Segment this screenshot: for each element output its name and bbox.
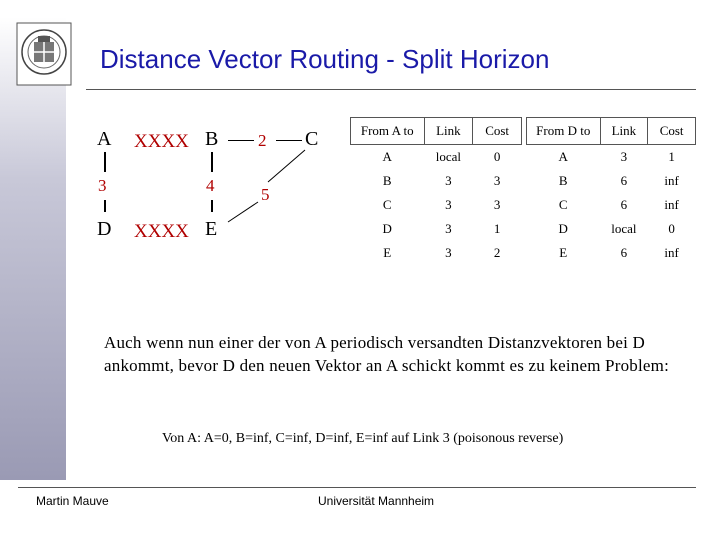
column-header: Cost [473,118,522,145]
blocked-link-ab: XXXX [134,131,189,152]
link-cost-ce: 5 [261,185,270,204]
table-cell: E [559,245,568,260]
poisoned-vector-note: Von A: A=0, B=inf, C=inf, D=inf, E=inf auf Link 3 (poisonous reverse) [162,431,564,446]
table-row [351,193,522,217]
link-line-3-d [104,200,106,212]
table-cell: E [383,245,392,260]
table-cell: 6 [620,197,628,212]
column-header: From A to [351,118,425,145]
column-header: From D to [527,118,601,145]
column-header: Cost [648,118,696,145]
table-cell: local [435,149,461,164]
node-a: A [97,128,112,150]
title-divider [86,89,696,90]
table-cell: 3 [445,197,452,212]
routing-table-d [526,117,696,265]
table-cell: 0 [493,149,501,164]
table-cell: inf [664,245,679,260]
sidebar-gradient [0,17,66,480]
table-row [527,193,696,217]
table-cell: 3 [493,173,501,188]
column-header: Link [600,118,648,145]
table-row [351,217,522,241]
table-cell: A [558,149,568,164]
explanation-paragraph: Auch wenn nun einer der von A periodisch versandten Distanzvektoren bei D ankommt, bevor D den neuen Vektor an A schickt kommt es zu keinem Problem: [104,333,669,375]
link-cost-bc: 2 [258,131,267,150]
link-line-b-4 [211,152,213,172]
link-cost-be: 4 [206,176,215,195]
table-row [527,241,696,265]
node-b: B [205,128,219,150]
table-header [527,118,696,145]
table-cell: local [611,221,637,236]
link-cost-ad: 3 [98,176,107,195]
table-header [351,118,522,145]
footer-author: Martin Mauve [36,494,109,508]
table-cell: inf [664,173,679,188]
node-d: D [97,218,112,240]
footer-institution: Universität Mannheim [318,494,435,508]
table-cell: A [382,149,392,164]
table-cell: 6 [620,173,628,188]
table-row [527,145,696,170]
table-cell: inf [664,197,679,212]
link-line-4-e [211,200,213,212]
table-row [351,169,522,193]
table-row [527,169,696,193]
node-e: E [205,218,218,240]
table-cell: D [558,221,568,236]
table-cell: 6 [620,245,628,260]
routing-table-a [350,117,522,265]
table-cell: C [558,197,568,212]
diagonal-link-ce [220,140,320,230]
table-cell: C [382,197,392,212]
blocked-link-de: XXXX [134,221,189,242]
table-cell: B [558,173,568,188]
link-line-a-3 [104,152,106,172]
table-cell: 0 [668,221,675,236]
table-cell: 3 [445,173,452,188]
column-header: Link [424,118,473,145]
table-row [351,145,522,170]
table-row [527,217,696,241]
table-cell: B [382,173,392,188]
table-cell: 3 [620,149,628,164]
table-cell: 2 [493,245,501,260]
footer-divider [18,487,696,488]
university-seal-icon [16,22,72,86]
table-cell: 3 [493,197,501,212]
table-cell: 3 [445,221,452,236]
node-c: C [305,128,319,150]
table-cell: 3 [445,245,452,260]
table-row [351,241,522,265]
page-title: Distance Vector Routing - Split Horizon [100,44,550,74]
table-cell: 1 [668,149,675,164]
table-cell: D [382,221,392,236]
table-cell: 1 [493,221,501,236]
